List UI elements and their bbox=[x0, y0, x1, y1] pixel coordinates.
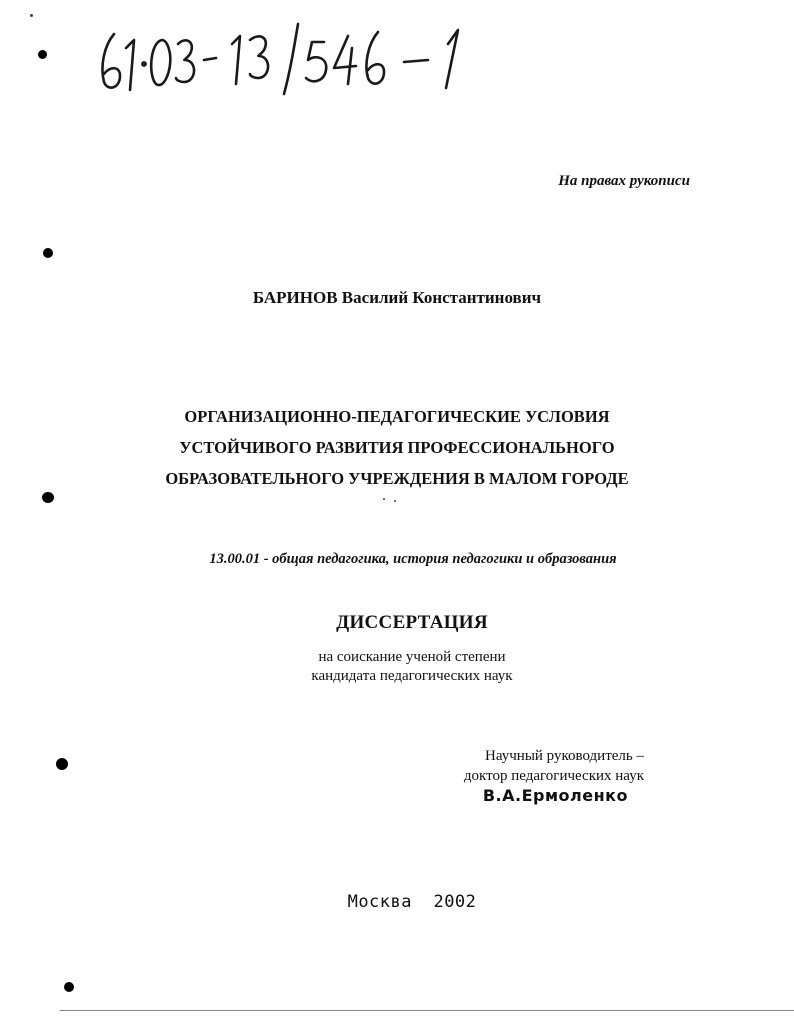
place-year-text: Москва 2002 bbox=[347, 892, 477, 912]
binder-hole bbox=[64, 982, 74, 992]
scan-speck bbox=[30, 14, 33, 17]
page-edge-line bbox=[60, 1010, 794, 1011]
binder-hole bbox=[42, 492, 54, 503]
place-and-year bbox=[0, 892, 794, 912]
handwritten-archive-number bbox=[92, 18, 492, 96]
degree-line: на соискание ученой степени bbox=[318, 649, 506, 665]
supervisor-degree: доктор педагогических наук bbox=[463, 768, 644, 784]
dissertation-title bbox=[130, 401, 664, 494]
binder-hole bbox=[38, 50, 47, 59]
scan-speck bbox=[394, 500, 396, 502]
supervisor-role: Научный руководитель – bbox=[485, 748, 644, 764]
title-line: ОРГАНИЗАЦИОННО-ПЕДАГОГИЧЕСКИЕ УСЛОВИЯ bbox=[184, 407, 610, 426]
scan-speck bbox=[383, 498, 385, 500]
supervisor-block bbox=[420, 746, 644, 806]
supervisor-name: В.А.Ермоленко bbox=[482, 786, 628, 805]
title-line: УСТОЙЧИВОГО РАЗВИТИЯ ПРОФЕССИОНАЛЬНОГО bbox=[179, 438, 615, 457]
author-name: БАРИНОВ Василий Константинович bbox=[252, 288, 542, 307]
binder-hole bbox=[43, 248, 53, 258]
document-type: ДИССЕРТАЦИЯ bbox=[336, 612, 488, 633]
manuscript-rights-note: На правах рукописи bbox=[558, 173, 690, 189]
binder-hole bbox=[56, 758, 68, 770]
degree-statement bbox=[0, 648, 794, 686]
title-line: ОБРАЗОВАТЕЛЬНОГО УЧРЕЖДЕНИЯ В МАЛОМ ГОРОДЕ bbox=[165, 469, 629, 488]
degree-line: кандидата педагогических наук bbox=[311, 668, 513, 684]
handwriting-drawing bbox=[92, 18, 492, 96]
specialty-code: 13.00.01 - общая педагогика, история педагогики и образования bbox=[209, 551, 617, 567]
